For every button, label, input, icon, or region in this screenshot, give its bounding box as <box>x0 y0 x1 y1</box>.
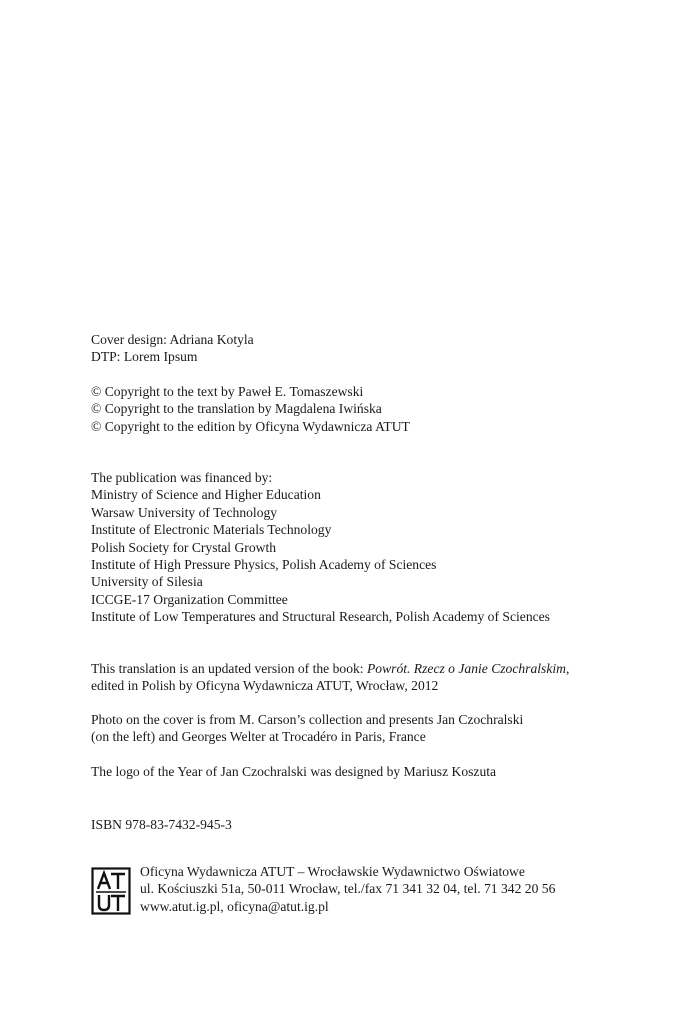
sponsor-item: University of Silesia <box>91 574 203 590</box>
sponsor-item: Institute of Electronic Materials Technology <box>91 522 332 538</box>
publisher-name: Oficyna Wydawnicza ATUT – Wrocławskie Wydawnictwo Oświatowe <box>140 864 525 879</box>
credits-block <box>91 331 671 366</box>
copyright-translation: © Copyright to the translation by Magdalena Iwińska <box>91 401 382 417</box>
translation-note <box>91 660 671 695</box>
publisher-block <box>91 863 671 919</box>
isbn <box>91 816 671 833</box>
sponsor-item: ICCGE-17 Organization Committee <box>91 591 288 607</box>
publisher-details <box>140 863 555 915</box>
financing-heading: The publication was financed by: <box>91 470 273 485</box>
cover-design-credit: Cover design: Adriana Kotyla <box>91 332 254 347</box>
publisher-address: ul. Kościuszki 51a, 50-011 Wrocław, tel./fax 71 341 32 04, tel. 71 342 20 56 <box>140 881 556 897</box>
publisher-contact: www.atut.ig.pl, oficyna@atut.ig.pl <box>140 898 329 914</box>
sponsor-item: Institute of Low Temperatures and Structural Research, Polish Academy of Sciences <box>91 609 550 625</box>
sponsor-item: Ministry of Science and Higher Education <box>91 487 321 503</box>
photo-note-line-1: Photo on the cover is from M. Carson’s collection and presents Jan Czochralski <box>91 712 524 727</box>
translation-note-prefix: This translation is an updated version of the book: <box>91 661 367 676</box>
copyright-edition: © Copyright to the edition by Oficyna Wydawnicza ATUT <box>91 418 410 434</box>
sponsor-item: Warsaw University of Technology <box>91 504 278 520</box>
logo-designer-note: The logo of the Year of Jan Czochralski was designed by Mariusz Koszuta <box>91 764 497 779</box>
logo-note <box>91 763 671 780</box>
translation-note-suffix: , <box>565 661 570 676</box>
financing-block <box>91 469 671 626</box>
translation-note-line-1 <box>91 660 671 677</box>
isbn-number: ISBN 978-83-7432-945-3 <box>91 817 232 832</box>
original-book-title: Powrót. Rzecz o Janie Czochralskim <box>366 661 566 676</box>
copyright-text: © Copyright to the text by Paweł E. Tomaszewski <box>91 384 364 399</box>
photo-note <box>91 711 671 746</box>
copyright-block <box>91 383 671 435</box>
sponsor-item: Institute of High Pressure Physics, Polish Academy of Sciences <box>91 556 437 572</box>
sponsor-item: Polish Society for Crystal Growth <box>91 539 277 555</box>
dtp-credit: DTP: Lorem Ipsum <box>91 349 198 365</box>
photo-note-line-2: (on the left) and Georges Welter at Trocadéro in Paris, France <box>91 729 426 745</box>
translation-note-line-2: edited in Polish by Oficyna Wydawnicza ATUT, Wrocław, 2012 <box>91 678 439 694</box>
atut-logo <box>91 867 131 915</box>
